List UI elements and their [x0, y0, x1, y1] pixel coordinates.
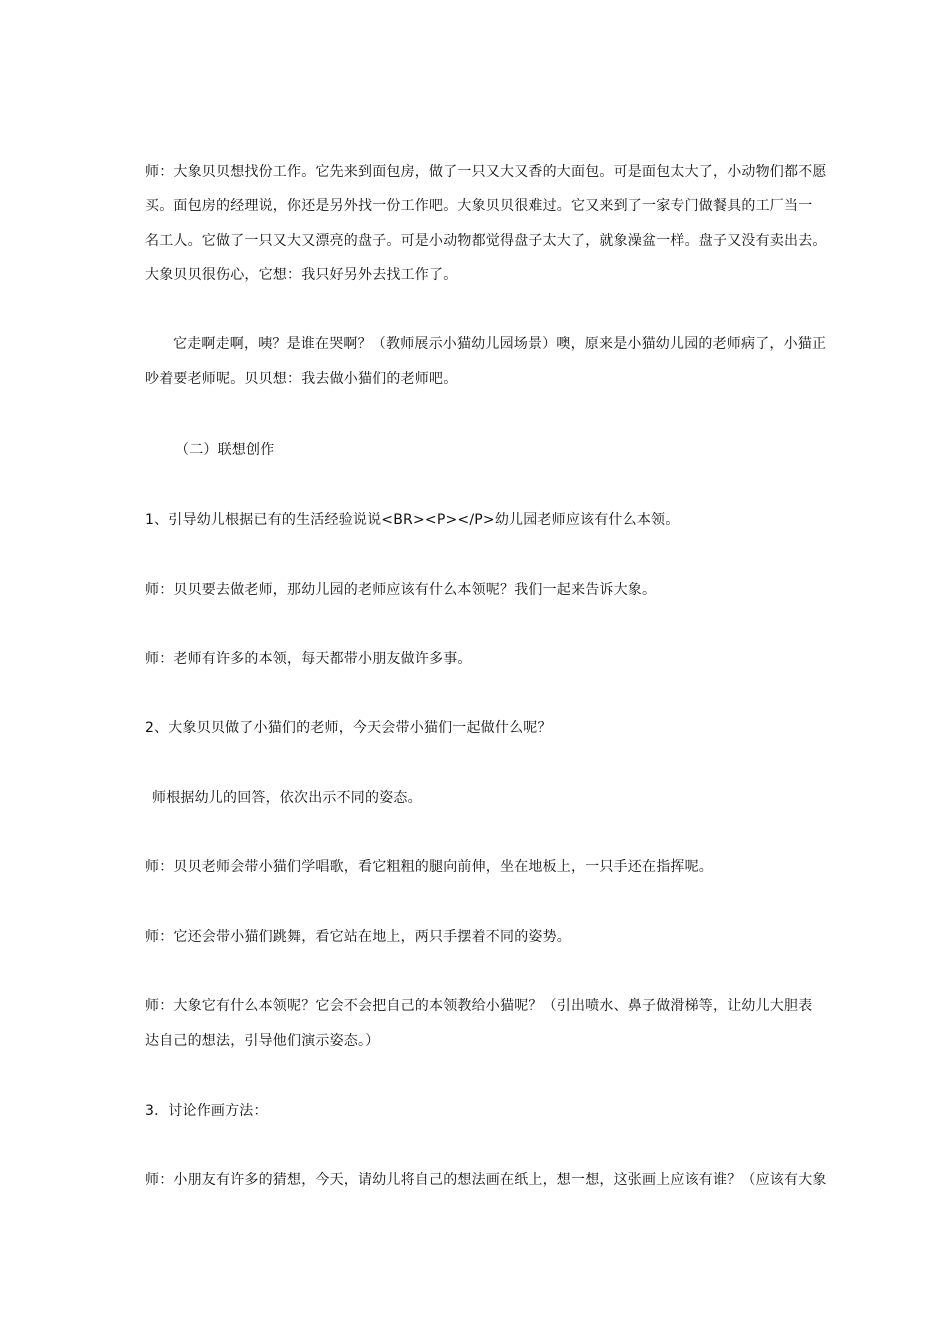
teacher-line: 师：它还会带小猫们跳舞，看它站在地上，两只手摆着不同的姿势。 — [145, 929, 571, 945]
story-paragraph-line: 师：大象贝贝想找份工作。它先来到面包房，做了一只又大又香的大面包。可是面包太大了，小动物们都不愿 — [145, 164, 827, 180]
instruction-line: 师根据幼儿的回答，依次出示不同的姿态。 — [152, 790, 422, 806]
list-item-1: 1、引导幼儿根据已有的生活经验说说<BR><P></P>幼儿园老师应该有什么本领。 — [145, 512, 680, 528]
teacher-line: 师：大象它有什么本领呢？它会不会把自己的本领教给小猫呢？（引出喷水、鼻子做滑梯等，让幼儿大胆表 — [145, 998, 813, 1014]
story-paragraph-line: 吵着要老师呢。贝贝想：我去做小猫们的老师吧。 — [145, 371, 458, 387]
teacher-line: 师：贝贝老师会带小猫们学唱歌，看它粗粗的腿向前伸，坐在地板上，一只手还在指挥呢。 — [145, 859, 713, 875]
story-paragraph-line: 大象贝贝很伤心，它想：我只好另外去找工作了。 — [145, 267, 458, 283]
section-heading: （二）联想创作 — [175, 442, 275, 458]
story-paragraph-line: 它走啊走啊，咦？是谁在哭啊？（教师展示小猫幼儿园场景）噢，原来是小猫幼儿园的老师病了，小猫正 — [173, 336, 827, 352]
teacher-line: 达自己的想法，引导他们演示姿态。） — [145, 1033, 380, 1049]
story-paragraph-line: 名工人。它做了一只又大又漂亮的盘子。可是小动物都觉得盘子太大了，就象澡盆一样。盘子又没有卖出去。 — [145, 233, 827, 249]
teacher-line: 师：小朋友有许多的猜想，今天，请幼儿将自己的想法画在纸上，想一想，这张画上应该有谁？（应该有大象 — [145, 1172, 827, 1188]
list-item-3: 3．讨论作画方法： — [145, 1103, 268, 1119]
story-paragraph-line: 买。面包房的经理说，你还是另外找一份工作吧。大象贝贝很难过。它又来到了一家专门做餐具的工厂当一 — [145, 198, 813, 214]
list-item-2: 2、大象贝贝做了小猫们的老师，今天会带小猫们一起做什么呢？ — [145, 720, 552, 736]
teacher-line: 师：老师有许多的本领，每天都带小朋友做许多事。 — [145, 651, 472, 667]
teacher-line: 师：贝贝要去做老师，那幼儿园的老师应该有什么本领呢？我们一起来告诉大象。 — [145, 582, 657, 598]
